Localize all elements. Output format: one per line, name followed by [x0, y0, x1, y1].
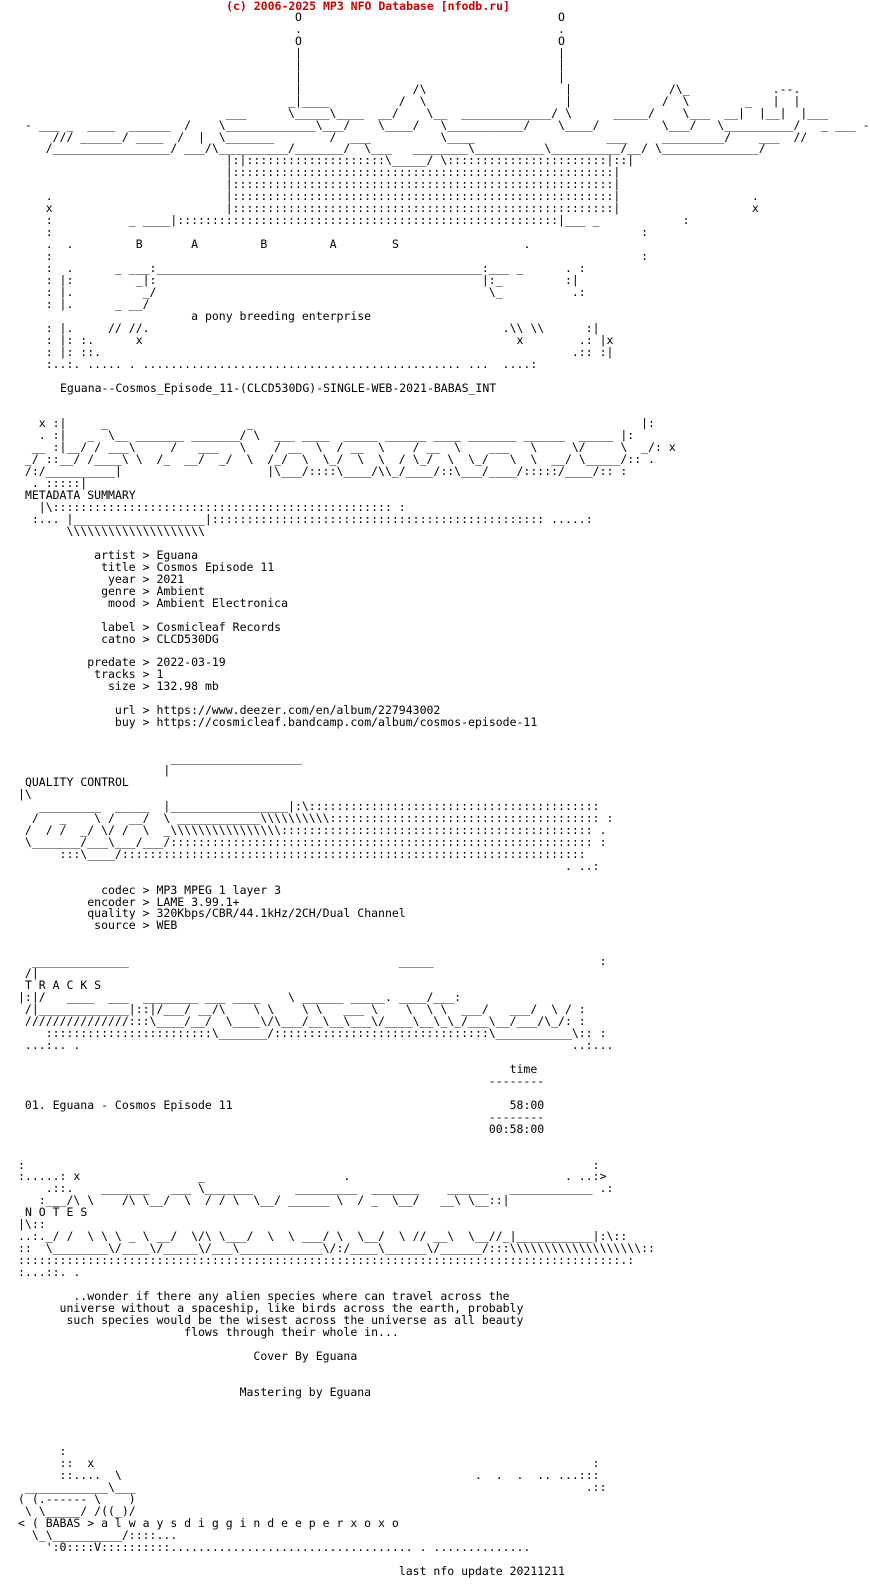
- info-key: artist: [18, 547, 136, 562]
- info-value: 132.98 mb: [156, 679, 219, 694]
- separator-icon: >: [135, 918, 157, 933]
- separator-icon: >: [135, 571, 157, 586]
- notes-title: N O T E S: [24, 1205, 88, 1220]
- info-value[interactable]: https://cosmicleaf.bandcamp.com/album/cosmos-episode-11: [156, 715, 538, 730]
- info-key: year: [18, 571, 136, 586]
- separator-icon: >: [135, 631, 157, 646]
- metadata-header-art-lower: |\::::::::::::::::::::::::::::::::::::::::::::::::: : :... |___________________|:::::::::::::::::::::::::::::::::::::::::::::::: .....: \\\\\\\\\\\\\\\\\\\\: [31, 500, 593, 538]
- release-name: Eguana--Cosmos_Episode_11-(CLCD530DG)-SINGLE-WEB-2021-BABAS_INT: [60, 380, 497, 395]
- group-letter: A: [329, 237, 337, 252]
- footer-motto: < ( BABAS > a l w a y s d i g g i n d e e p e r x o x o: [18, 1516, 399, 1531]
- quality-list: [18, 882, 870, 933]
- time-header: time: [509, 1061, 538, 1076]
- info-key: tracks: [18, 667, 136, 682]
- tracks-header-art: ______________ _____ : /|: [24, 954, 607, 981]
- track-label: 01. Eguana - Cosmos Episode 11: [18, 1097, 233, 1112]
- info-key: codec: [18, 882, 136, 897]
- cover-credit: Cover By Eguana: [253, 1348, 358, 1363]
- footer-art-lower: \_\__________/::::... ':0::::V::::::::::................................... . ..............: [31, 1528, 531, 1554]
- separator-icon: >: [135, 703, 157, 718]
- frame-art-lower: : |. // //. .\\ \\ :| : |: :. x x .: |x : |: ::. .:: :| :..:. ..... . .............................................. ... ....:: [45, 320, 614, 371]
- info-key: url: [18, 703, 136, 718]
- info-value: CLCD530DG: [156, 631, 219, 646]
- total-time: 00:58:00: [488, 1121, 545, 1136]
- quality-header-art-lower: |\ _________ _____ |_________________|:\:::::::::::::::::::::::::::::::::::::::::: / _ \ / __/ \ ____________\\\\\\\\\\::::::::::::::::::::::::::::::::::::::: : / / / _/ \/ / \ _\\\\\\\\\\\\\\\\::::::::::::::::::::::::::::::::::::::::::::: . \_______/___\___/___/::::::::::::::::::::::::::::::::::::::::::::::::::::::::::::: : :::\____/::::::::::::::::::::::::::::::::::::::::::::::::::::::::::::::::::: . ..:: [18, 786, 614, 873]
- quality-section-title: [18, 777, 870, 789]
- metadata-title: METADATA SUMMARY: [24, 488, 136, 503]
- separator-icon: >: [135, 906, 157, 921]
- separator-icon: >: [135, 595, 157, 610]
- info-value[interactable]: https://www.deezer.com/en/album/227943002: [156, 703, 441, 718]
- info-value: Ambient Electronica: [156, 595, 289, 610]
- group-letter: B: [135, 237, 143, 252]
- tracks-title: T R A C K S: [24, 978, 102, 993]
- mastering-credit-row: [18, 1384, 870, 1399]
- info-key: quality: [18, 906, 136, 921]
- group-letter: B: [260, 237, 268, 252]
- notes-header-art-lower: |\:: ..:._/ / \ \ \ _ \ __/ \/\ \___/ \ \ ___/ \ \__/ \ // __\ \__//_|___________|:\:: :: \________\/____\/_____\/___\____________\/:/____\______\/______/:::\\\\\\\\\\\\\\\\\\\:: :::::::::::::::::::::::::::::::::::::::::::::::::::::::::::::::::::::::::::::::::::::::.: :...::. .: [18, 1217, 655, 1280]
- info-row: [18, 595, 870, 610]
- info-key: encoder: [18, 894, 136, 909]
- separator-icon: >: [135, 679, 157, 694]
- separator-icon: >: [135, 547, 157, 562]
- notes-line: flows through their whole in...: [18, 1324, 399, 1339]
- info-key: genre: [18, 583, 136, 598]
- info-value: LAME 3.99.1+: [156, 894, 240, 909]
- info-row: [18, 631, 870, 646]
- last-update-row: [18, 1563, 870, 1578]
- notes-line: such species would be the wisest across the universe as all beauty: [18, 1312, 524, 1327]
- separator-icon: >: [135, 559, 157, 574]
- tagline-text: a pony breeding enterprise: [191, 308, 372, 323]
- notes-section-title: [18, 1207, 870, 1219]
- metadata-header-art: x :| _ _ |: . :| _ \__ _______ _______/ \ ___ ____ _____ ______ ____ _______ ______ _____ |: __ :|__/ / ___\ / ___ \ / __ \ / __ \ / __ \ ___ \ \/ \ _/: x _/ ::__/ /____\ \ /_ __/ _/ \ /_/ \ \_/ \ \ / \_/ \ \_/ \ \ __/ \_____/:: . /:/__________| |\___/::::\____/\\_/____/::\___/____/:::::/____/:: : . :::::|: [24, 416, 676, 491]
- last-update: last nfo update 20211211: [398, 1563, 565, 1578]
- info-value: Cosmicleaf Records: [156, 619, 282, 634]
- copyright-banner: (c) 2006-2025 MP3 NFO Database [nfodb.ru]: [226, 0, 510, 13]
- info-key: catno: [18, 631, 136, 646]
- info-value: 320Kbps/CBR/44.1kHz/2CH/Dual Channel: [156, 906, 406, 921]
- info-key: label: [18, 619, 136, 634]
- info-value: WEB: [156, 918, 178, 933]
- footer-art: : :: x : ::.... \ . . . .. ...::: ____________\___ .:: ( (.------ \ ) \ \_____/ /((_)/: [18, 1444, 607, 1519]
- info-value: 2022-03-19: [156, 655, 226, 670]
- group-letter: A: [191, 237, 199, 252]
- quality-header-art: ___________________ |: [163, 751, 302, 778]
- notes-line: universe without a spaceship, like birds across the earth, probably: [18, 1300, 524, 1315]
- logo-art: O O . . O O | | | | | | | /\ | /\_ .--. _|____ / \ | / \ _ | | ___ \_____\____ __/ \__ _____________/ \ _____/ \___ __| |__| |___ - ___ _ ____ ______ / \_____________\___/ \____/ \___________/ \____/ \___/ \__________/ _ ___ - /// ______/ ____ / | \_______ / ___ \____ ___ _________/ ___ // /_________________/ ___/\__________/_______/ \___ ________\__________\__________/__/ \______________/ |:|::::::::::::::::::::\_____/ \:::::::::::::::::::::::|::| |:::::::::::::::::::::::::::::::::::::::::::::::::::::::| |:::::::::::::::::::::::::::::::::::::::::::::::::::::::| . |:::::::::::::::::::::::::::::::::::::::::::::::::::::::| . x |:::::::::::::::::::::::::::::::::::::::::::::::::::::::| x : _ ____|:::::::::::::::::::::::::::::::::::::::::::::::::::::::|___ _ :: [24, 10, 870, 228]
- info-value: Ambient: [156, 583, 205, 598]
- notes-text: [18, 1288, 870, 1339]
- info-key: title: [18, 559, 136, 574]
- separator-icon: >: [135, 619, 157, 634]
- separator-icon: >: [135, 894, 157, 909]
- separator-icon: >: [135, 583, 157, 598]
- info-key: buy: [18, 715, 136, 730]
- info-key: size: [18, 679, 136, 694]
- info-key: source: [18, 918, 136, 933]
- info-value: 2021: [156, 571, 185, 586]
- nfo-document: [18, 12, 870, 1578]
- info-row: [18, 681, 870, 693]
- info-key: mood: [18, 595, 136, 610]
- separator-icon: >: [135, 882, 157, 897]
- metadata-list: [18, 547, 870, 730]
- group-letters-row: : : . . B A B A S .: [45, 225, 649, 252]
- info-row: [18, 717, 870, 729]
- info-row: [18, 920, 870, 932]
- separator-icon: >: [135, 715, 157, 730]
- frame-art: : : : . _ ___:_______________________________________________:___ _ . : : |: _|: |:_ :| : |. _/ \_ .: : |. _ __/: [45, 249, 649, 311]
- cover-credit-row: [18, 1348, 870, 1363]
- track-time: 58:00: [509, 1097, 545, 1112]
- mastering-credit: Mastering by Eguana: [239, 1384, 372, 1399]
- notes-header-art: : : :.....: x _ . . ..:> .::. _______ ___ \_______ _________ _______ ______ ____________ .: :___/\ \ /\ \__/ \ / / \ \__/ ______ \ / _ \__/ __\ \__::|: [18, 1157, 614, 1208]
- separator-icon: >: [135, 655, 157, 670]
- info-value: Cosmos Episode 11: [156, 559, 275, 574]
- separator-icon: >: [135, 667, 157, 682]
- info-value: MP3 MPEG 1 layer 3: [156, 882, 282, 897]
- info-value: 1: [156, 667, 164, 682]
- info-key: predate: [18, 655, 136, 670]
- time-header-row: time --------: [488, 1061, 545, 1088]
- tracks-header-art-lower: |:|/ ____ ___ ________ ___ ____ \ ______ _____. ____/___: /|_____________|::|/___/ __/\ \ \ \ \ ___ \ \ \ \ ___/ ___/ \ / : ///////////////:::\____/__/ \____\/\___/__\__\___\/____\__\_\_/___\__/___/\_/: : ::::::::::::::::::::::::\_______/:::::::::::::::::::::::::::::::\___________\:: : ...:.. . ..:...: [18, 990, 614, 1052]
- notes-line: ..wonder if there any alien species where can travel across the: [18, 1288, 510, 1303]
- group-letter: S: [391, 237, 399, 252]
- info-value: Eguana: [156, 547, 199, 562]
- total-row: -------- 00:58:00: [488, 1109, 545, 1136]
- quality-title: QUALITY CONTROL: [24, 775, 129, 789]
